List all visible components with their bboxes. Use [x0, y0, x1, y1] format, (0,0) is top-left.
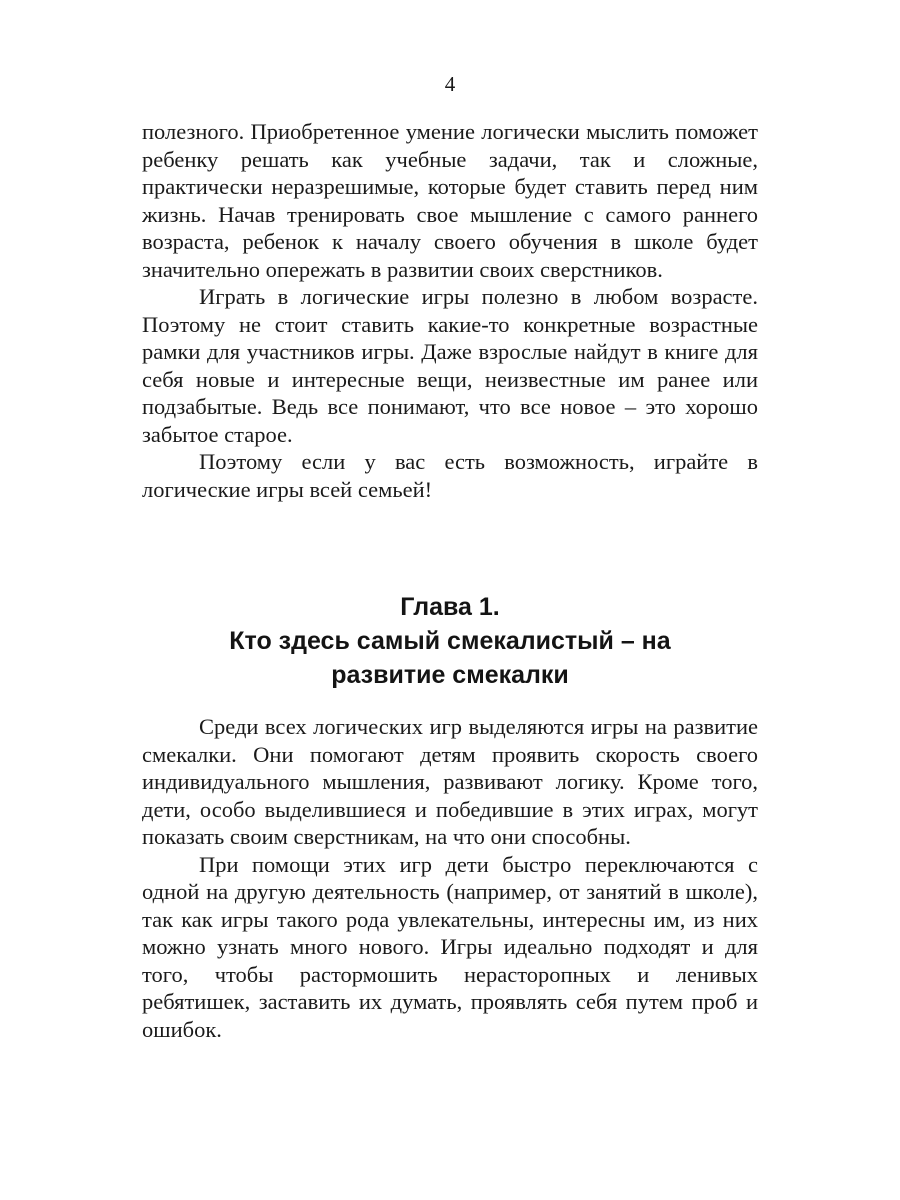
paragraph: Играть в логические игры полезно в любом возрасте. Поэтому не стоит ставить какие-то конкретные возрастные рамки для участников игры. Даже взрослые найдут в книге для себя новые и интересные вещи, неизвестные им ранее или подзабытые. Ведь все понимают, что все новое – это хорошо забытое старое. — [142, 284, 758, 447]
chapter-heading — [142, 590, 758, 692]
paragraph: Поэтому если у вас есть возможность, играйте в логические игры всей семьей! — [142, 449, 758, 502]
paragraph: Среди всех логических игр выделяются игры на развитие смекалки. Они помогают детям проявить скорость своего индивидуального мышления, развивают логику. Кроме того, дети, особо выделившиеся и победившие в этих играх, могут показать своим сверстникам, на что они способны. — [142, 714, 758, 849]
intro-text — [142, 118, 758, 503]
paragraph: При помощи этих игр дети быстро переключаются с одной на другую деятельность (например, от занятий в школе), так как игры такого рода увлекательны, интересны им, из них можно узнать много нового. Игры идеально подходят и для того, чтобы растормошить нерасторопных и ленивых ребятишек, заставить их думать, проявлять себя путем проб и ошибок. — [142, 851, 758, 1042]
paragraph-continuation: полезного. Приобретенное умение логически мыслить поможет ребенку решать как учебные задачи, так и сложные, практически неразрешимые, которые будет ставить перед ним жизнь. Начав тренировать свое мышление с самого раннего возраста, ребенок к началу своего обучения в школе будет значительно опережать в развитии своих сверстников. — [142, 119, 758, 282]
chapter-title-line-2: развитие смекалки — [331, 661, 569, 689]
page-number: 4 — [444, 72, 456, 96]
chapter-text — [142, 713, 758, 1043]
chapter-title-line-1: Кто здесь самый смекалистый – на — [229, 627, 671, 655]
chapter-number: Глава 1. — [400, 593, 500, 621]
